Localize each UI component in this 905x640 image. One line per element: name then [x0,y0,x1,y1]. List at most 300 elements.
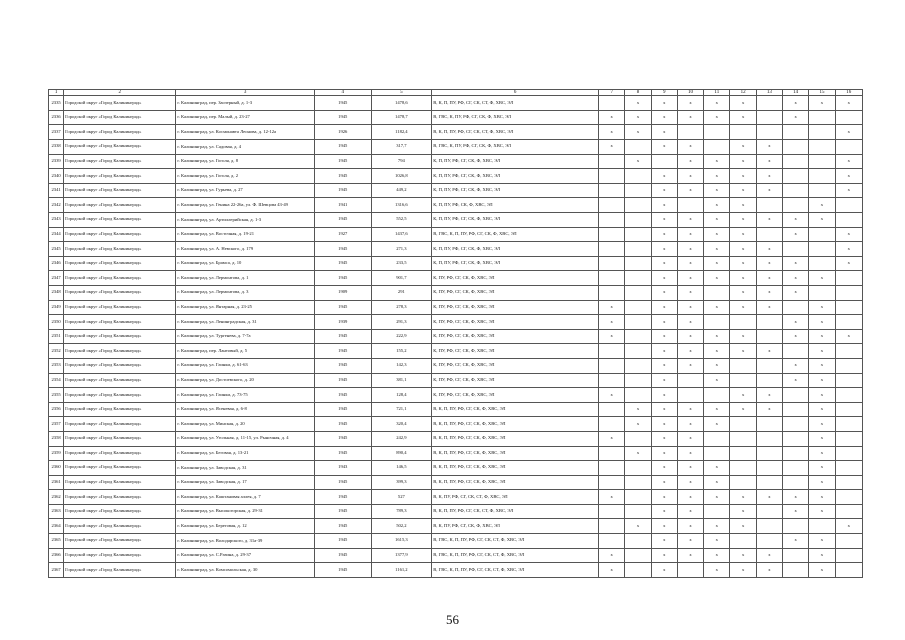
mark-col-14 [783,402,809,417]
mark-col-15: x [809,300,835,315]
mark-col-12: x [730,344,756,359]
mark-col-16 [835,388,862,403]
work-types: К, ПУ, РФ, СГ, СК, Ф, ХВС, ЭЛ [432,388,599,403]
mark-col-10: x [677,519,703,534]
total-area: 1437,6 [371,227,432,242]
build-year: 1945 [314,490,371,505]
build-year: 1945 [314,534,371,549]
mark-col-8 [625,431,651,446]
mark-col-13 [756,110,782,125]
mark-col-16: x [835,329,862,344]
mark-col-13 [756,329,782,344]
mark-col-14 [783,169,809,184]
build-year: 1945 [314,504,371,519]
mark-col-10: x [677,271,703,286]
mark-col-11: x [704,256,730,271]
mark-col-10: x [677,256,703,271]
work-types: К, ПУ, РФ, СГ, СК, Ф, ХВС, ЭЛ [432,329,599,344]
mark-col-8 [625,504,651,519]
mark-col-13 [756,534,782,549]
table-row [49,227,863,242]
build-year: 1945 [314,96,371,111]
municipality: Городской округ «Город Калининград» [64,490,176,505]
mark-col-13: x [756,285,782,300]
mark-col-11: x [704,300,730,315]
total-area: 1615,3 [371,534,432,549]
mark-col-14: x [783,373,809,388]
mark-col-12: x [730,548,756,563]
mark-col-10: x [677,285,703,300]
mark-col-14: x [783,96,809,111]
mark-col-15: x [809,563,835,578]
mark-col-11: x [704,358,730,373]
total-area: 449,2 [371,183,432,198]
mark-col-8 [625,213,651,228]
address: г. Калининград, ул. Генина 22-26а, ул. Ф. Шевцова 43-49 [176,198,315,213]
address: г. Калининград, ул. Ленинградская, д. 31 [176,315,315,330]
mark-col-9: x [651,563,677,578]
mark-col-9 [651,154,677,169]
municipality: Городской округ «Город Калининград» [64,154,176,169]
work-types: К, П, ПУ, РФ, СГ, СК, Ф, ХВС, ЭЛ [432,169,599,184]
address: г. Калининград, ул. Каштановая аллея, д. 7 [176,490,315,505]
mark-col-8: x [625,96,651,111]
mark-col-8 [625,548,651,563]
column-number-5: 5 [371,90,432,96]
mark-col-7 [599,402,625,417]
mark-col-15: x [809,96,835,111]
mark-col-9: x [651,344,677,359]
mark-col-11: x [704,417,730,432]
table-row [49,300,863,315]
mark-col-12: x [730,402,756,417]
municipality: Городской округ «Город Калининград» [64,475,176,490]
mark-col-16: x [835,154,862,169]
municipality: Городской округ «Город Калининград» [64,300,176,315]
municipality: Городской округ «Город Калининград» [64,125,176,140]
mark-col-13 [756,446,782,461]
mark-col-8: x [625,402,651,417]
work-types: К, П, ПУ, РФ, СК, Ф, ХВС, ЭЛ [432,198,599,213]
mark-col-8 [625,285,651,300]
mark-col-7 [599,446,625,461]
municipality: Городской округ «Город Калининград» [64,388,176,403]
row-number: 2354 [49,373,64,388]
total-area: 794 [371,154,432,169]
mark-col-7: x [599,329,625,344]
municipality: Городской округ «Город Калининград» [64,110,176,125]
total-area: 242,9 [371,431,432,446]
address: г. Калининград, ул. С.Разина, д. 29-37 [176,548,315,563]
mark-col-7 [599,169,625,184]
build-year: 1945 [314,140,371,155]
mark-col-11: x [704,242,730,257]
address: г. Калининград, ул. Гурьева, д. 27 [176,183,315,198]
work-types: В, К, П, ПУ, РФ, СГ, СК, СТ, Ф, ХВС, ЭЛ [432,96,599,111]
mark-col-14 [783,125,809,140]
mark-col-12: x [730,154,756,169]
mark-col-12 [730,373,756,388]
row-number: 2360 [49,461,64,476]
mark-col-11: x [704,373,730,388]
mark-col-7: x [599,388,625,403]
work-types: В, ГВС, К, П, ПУ, РФ, СГ, СК, СТ, Ф, ХВС, ЭЛ [432,563,599,578]
total-area: 890,4 [371,446,432,461]
mark-col-10: x [677,402,703,417]
mark-col-7: x [599,315,625,330]
row-number: 2348 [49,285,64,300]
mark-col-11 [704,315,730,330]
mark-col-15: x [809,315,835,330]
address: г. Калининград, ул. Брамса, д. 10 [176,256,315,271]
total-area: 552,5 [371,213,432,228]
mark-col-7 [599,475,625,490]
table-row [49,140,863,155]
build-year: 1945 [314,373,371,388]
mark-col-9: x [651,519,677,534]
total-area: 142,3 [371,358,432,373]
mark-col-15: x [809,504,835,519]
mark-col-9: x [651,140,677,155]
table-row [49,402,863,417]
mark-col-10: x [677,417,703,432]
mark-col-11 [704,504,730,519]
total-area: 146,5 [371,461,432,476]
build-year: 1926 [314,125,371,140]
total-area: 1161,2 [371,563,432,578]
mark-col-16: x [835,227,862,242]
row-number: 2356 [49,402,64,417]
municipality: Городской округ «Город Калининград» [64,446,176,461]
mark-col-10: x [677,227,703,242]
mark-col-9: x [651,300,677,315]
address: г. Калининград, пер. Лантовый, д. 5 [176,344,315,359]
mark-col-16 [835,563,862,578]
mark-col-10: x [677,344,703,359]
mark-col-15: x [809,475,835,490]
mark-col-8 [625,271,651,286]
mark-col-9: x [651,96,677,111]
mark-col-16 [835,271,862,286]
address: г. Калининград, ул. Восточная, д. 19-21 [176,227,315,242]
mark-col-12: x [730,213,756,228]
mark-col-7 [599,358,625,373]
total-area: 222,9 [371,329,432,344]
row-number: 2364 [49,519,64,534]
mark-col-7: x [599,431,625,446]
build-year: 1945 [314,431,371,446]
build-year: 1939 [314,315,371,330]
build-year: 1945 [314,475,371,490]
mark-col-14 [783,461,809,476]
mark-col-8: x [625,154,651,169]
table-row [49,358,863,373]
work-types: В, К, П, ПУ, РФ, СГ, СК, Ф, ХВС, ЭЛ [432,417,599,432]
table-row [49,519,863,534]
mark-col-15: x [809,388,835,403]
row-number: 2338 [49,140,64,155]
mark-col-9: x [651,402,677,417]
work-types: В, К, ПУ, РФ, СГ, СК, Ф, ХВС, ЭЛ [432,519,599,534]
mark-col-7 [599,417,625,432]
mark-col-8 [625,461,651,476]
mark-col-16 [835,213,862,228]
mark-col-15: x [809,446,835,461]
mark-col-11: x [704,183,730,198]
mark-col-7: x [599,490,625,505]
address: г. Калининград, ул. Гоголя, д. 2 [176,169,315,184]
row-number: 2337 [49,125,64,140]
column-number-12: 12 [730,90,756,96]
total-area: 1377,9 [371,548,432,563]
mark-col-10: x [677,315,703,330]
row-number: 2351 [49,329,64,344]
mark-col-14 [783,475,809,490]
mark-col-14: x [783,358,809,373]
row-number: 2365 [49,534,64,549]
mark-col-15 [809,110,835,125]
table-row [49,373,863,388]
work-types: В, К, ПУ, РФ, СГ, СК, СТ, Ф, ХВС, ЭЛ [432,490,599,505]
mark-col-8 [625,198,651,213]
mark-col-8 [625,534,651,549]
mark-col-9: x [651,227,677,242]
row-number: 2352 [49,344,64,359]
work-types: В, ГВС, К, ПУ, РФ, СГ, СК, Ф, ХВС, ЭЛ [432,140,599,155]
mark-col-16: x [835,242,862,257]
table-row [49,329,863,344]
address: г. Калининград, ул. Угольная, д. 11-15, ул. Рыночная, д. 4 [176,431,315,446]
build-year: 1945 [314,169,371,184]
build-year: 1945 [314,446,371,461]
mark-col-10: x [677,461,703,476]
mark-col-10: x [677,300,703,315]
mark-col-13: x [756,402,782,417]
mark-col-9: x [651,110,677,125]
mark-col-9: x [651,256,677,271]
build-year: 1945 [314,213,371,228]
mark-col-13 [756,373,782,388]
address: г. Калининград, ул. Садовая, д. 4 [176,140,315,155]
address: г. Калининград, ул. Высокогорская, д. 29-31 [176,504,315,519]
address: г. Калининград, ул. Береговая, д. 12 [176,519,315,534]
mark-col-12: x [730,96,756,111]
mark-col-10: x [677,431,703,446]
mark-col-13: x [756,169,782,184]
mark-col-12: x [730,256,756,271]
mark-col-16 [835,300,862,315]
mark-col-8: x [625,519,651,534]
mark-col-13 [756,315,782,330]
column-number-9: 9 [651,90,677,96]
mark-col-10: x [677,96,703,111]
mark-col-16 [835,358,862,373]
mark-col-14 [783,548,809,563]
column-number-15: 15 [809,90,835,96]
municipality: Городской округ «Город Калининград» [64,169,176,184]
mark-col-10: x [677,154,703,169]
mark-col-14 [783,154,809,169]
municipality: Городской округ «Город Калининград» [64,329,176,344]
column-number-13: 13 [756,90,782,96]
mark-col-16 [835,285,862,300]
total-area: 320,4 [371,417,432,432]
address: г. Калининград, ул. Глинки, д. 61-63 [176,358,315,373]
mark-col-13: x [756,490,782,505]
municipality: Городской округ «Город Калининград» [64,417,176,432]
row-number: 2353 [49,358,64,373]
table-row [49,198,863,213]
row-number: 2342 [49,198,64,213]
mark-col-13: x [756,242,782,257]
work-types: В, К, П, ПУ, РФ, СГ, СК, Ф, ХВС, ЭЛ [432,446,599,461]
table-row [49,213,863,228]
mark-col-12: x [730,183,756,198]
total-area: 278,3 [371,300,432,315]
work-types: В, К, П, ПУ, РФ, СГ, СК, Ф, ХВС, ЭЛ [432,461,599,476]
address: г. Калининград, ул. Янтарная, д. 23-25 [176,300,315,315]
mark-col-9: x [651,417,677,432]
municipality: Городской округ «Город Калининград» [64,242,176,257]
column-number-1: 1 [49,90,64,96]
mark-col-7: x [599,140,625,155]
municipality: Городской округ «Город Калининград» [64,183,176,198]
table-row [49,96,863,111]
table-row [49,563,863,578]
mark-col-7 [599,183,625,198]
mark-col-8 [625,344,651,359]
build-year: 1945 [314,344,371,359]
mark-col-13 [756,504,782,519]
build-year: 1945 [314,154,371,169]
mark-col-9: x [651,534,677,549]
work-types: В, К, П, ПУ, РФ, СГ, СК, СТ, Ф, ХВС, ЭЛ [432,504,599,519]
mark-col-16 [835,548,862,563]
municipality: Городской округ «Город Калининград» [64,461,176,476]
address: г. Калининград, ул. Заводская, д. 17 [176,475,315,490]
mark-col-8: x [625,125,651,140]
mark-col-11 [704,446,730,461]
mark-col-16 [835,373,862,388]
build-year: 1945 [314,183,371,198]
mark-col-12: x [730,140,756,155]
work-types: В, К, П, ПУ, РФ, СГ, СК, Ф, ХВС, ЭЛ [432,475,599,490]
work-types: К, П, ПУ, РФ, СГ, СК, Ф, ХВС, ЭЛ [432,213,599,228]
build-year: 1927 [314,227,371,242]
mark-col-14 [783,431,809,446]
mark-col-11: x [704,154,730,169]
municipality: Городской округ «Город Калининград» [64,285,176,300]
mark-col-16 [835,504,862,519]
mark-col-7 [599,227,625,242]
mark-col-12: x [730,563,756,578]
mark-col-14 [783,563,809,578]
column-number-3: 3 [176,90,315,96]
mark-col-9: x [651,358,677,373]
mark-col-15 [809,154,835,169]
mark-col-13: x [756,388,782,403]
mark-col-9: x [651,315,677,330]
address: г. Калининград, ул. Лермонтова, д. 1 [176,271,315,286]
mark-col-11: x [704,402,730,417]
mark-col-7: x [599,548,625,563]
address: г. Калининград, ул. Заводская, д. 31 [176,461,315,476]
column-number-14: 14 [783,90,809,96]
mark-col-12: x [730,300,756,315]
mark-col-14: x [783,110,809,125]
address: г. Калининград, ул. Лермонтова, д. 3 [176,285,315,300]
mark-col-16 [835,446,862,461]
mark-col-9: x [651,285,677,300]
mark-col-14: x [783,504,809,519]
work-types: В, К, П, ПУ, РФ, СГ, СК, Ф, ХВС, ЭЛ [432,431,599,446]
address: г. Калининград, ул. Комсомольская, д. 30 [176,563,315,578]
mark-col-11: x [704,110,730,125]
municipality: Городской округ «Город Калининград» [64,534,176,549]
build-year: 1945 [314,242,371,257]
mark-col-11 [704,388,730,403]
mark-col-9: x [651,490,677,505]
mark-col-10: x [677,183,703,198]
mark-col-8 [625,183,651,198]
work-types: К, П, ПУ, РФ, СГ, СК, Ф, ХВС, ЭЛ [432,154,599,169]
work-types: К, П, ПУ, РФ, СГ, СК, Ф, ХВС, ЭЛ [432,242,599,257]
mark-col-10: x [677,504,703,519]
row-number: 2350 [49,315,64,330]
mark-col-10: x [677,213,703,228]
mark-col-16: x [835,183,862,198]
table-row [49,154,863,169]
mark-col-9: x [651,431,677,446]
mark-col-16 [835,344,862,359]
mark-col-11: x [704,519,730,534]
mark-col-12: x [730,227,756,242]
mark-col-13 [756,431,782,446]
table-row [49,125,863,140]
total-area: 155,2 [371,344,432,359]
address: г. Калининград, ул. Гоголя, д. 8 [176,154,315,169]
mark-col-13: x [756,344,782,359]
mark-col-10: x [677,140,703,155]
mark-col-16 [835,140,862,155]
municipality: Городской округ «Город Калининград» [64,198,176,213]
mark-col-14: x [783,329,809,344]
table-row [49,461,863,476]
mark-col-16: x [835,256,862,271]
table-row [49,315,863,330]
address: г. Калининград, ул. Космонавта Леонова, д. 12-12а [176,125,315,140]
address: г. Калининград, ул. Глинки, д. 73-75 [176,388,315,403]
mark-col-12 [730,475,756,490]
mark-col-7 [599,504,625,519]
mark-col-13: x [756,271,782,286]
table-body [49,96,863,578]
mark-col-16 [835,198,862,213]
total-area: 291,3 [371,315,432,330]
work-types: К, ПУ, РФ, СГ, СК, Ф, ХВС, ЭЛ [432,315,599,330]
work-types: В, ГВС, К, П, ПУ, РФ, СГ, СК, СТ, Ф, ХВС, ЭЛ [432,548,599,563]
mark-col-7 [599,198,625,213]
row-number: 2358 [49,431,64,446]
mark-col-8 [625,358,651,373]
mark-col-9: x [651,242,677,257]
total-area: 317,7 [371,140,432,155]
work-types: В, ГВС, К, П, ПУ, РФ, СГ, СК, СТ, Ф, ХВС, ЭЛ [432,534,599,549]
mark-col-12: x [730,285,756,300]
mark-col-14 [783,519,809,534]
municipality: Городской округ «Город Калининград» [64,271,176,286]
mark-col-16 [835,534,862,549]
